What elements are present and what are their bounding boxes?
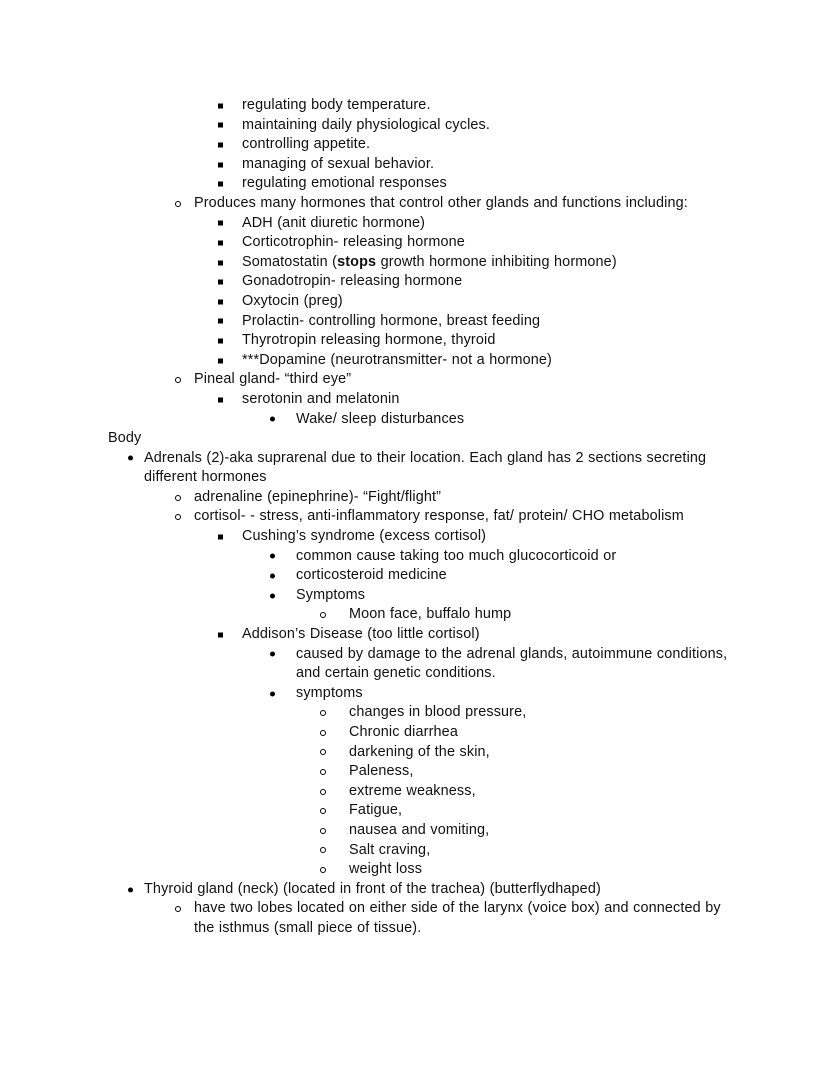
outline-item xyxy=(218,390,728,410)
outline-item xyxy=(218,214,728,234)
outline-item xyxy=(320,605,728,625)
outline-item-text: ***Dopamine (neurotransmitter- not a hormone) xyxy=(242,351,552,368)
outline-item-text: regulating emotional responses xyxy=(242,175,447,192)
outline-item-text: weight loss xyxy=(349,861,423,878)
outline-item-text: Thyrotropin releasing hormone, thyroid xyxy=(242,332,496,349)
outline-item xyxy=(218,253,728,273)
outline-item xyxy=(320,782,728,802)
outline-item-text: Chronic diarrhea xyxy=(349,724,458,740)
outline-item xyxy=(218,135,728,155)
outline-item-text: Corticotrophin- releasing hormone xyxy=(242,234,465,251)
outline-item-text: Addison’s Disease (too little cortisol) xyxy=(242,626,480,643)
outline-item xyxy=(128,880,728,900)
outline-item-text: have two lobes located on either side of the larynx (voice box) and connected by the isthmus (small piece of tissue). xyxy=(194,900,721,936)
outline-item-text: Pineal gland- “third eye” xyxy=(194,371,352,388)
outline-item xyxy=(218,527,728,547)
outline-item-text: Fatigue, xyxy=(349,802,403,819)
outline-item xyxy=(270,547,728,567)
outline-item xyxy=(270,410,728,430)
outline-item-text: Paleness, xyxy=(349,763,414,780)
outline-item-text: Salt craving, xyxy=(349,841,431,858)
outline-item-text: maintaining daily physiological cycles. xyxy=(242,116,491,133)
outline-item-text: Produces many hormones that control other glands and functions including: xyxy=(194,194,688,211)
outline-item-text: Somatostatin (stops growth hormone inhibiting hormone) xyxy=(242,253,617,270)
outline-item-text: Cushing’s syndrome (excess cortisol) xyxy=(242,528,487,545)
outline-item-text: Gonadotropin- releasing hormone xyxy=(242,273,463,290)
outline-item xyxy=(270,645,728,684)
outline-item xyxy=(218,351,728,371)
document-outline xyxy=(108,96,728,939)
outline-item xyxy=(270,586,728,606)
outline-item-text: Wake/ sleep disturbances xyxy=(296,410,465,427)
outline-item xyxy=(218,331,728,351)
outline-item xyxy=(175,194,728,214)
outline-item-text: Body xyxy=(108,430,142,447)
outline-item xyxy=(218,233,728,253)
outline-item xyxy=(175,507,728,527)
outline-item-text: caused by damage to the adrenal glands, autoimmune conditions, and certain genetic conditions. xyxy=(296,645,728,682)
outline-item xyxy=(175,899,728,938)
outline-item xyxy=(320,821,728,841)
outline-item-text: extreme weakness, xyxy=(349,782,476,799)
outline-item-text: common cause taking too much glucocorticoid or xyxy=(296,547,617,564)
outline-item xyxy=(218,625,728,645)
outline-item xyxy=(320,841,728,861)
outline-item-text: Thyroid gland (neck) (located in front of the trachea) (butterflydhaped) xyxy=(144,880,601,897)
outline-item-text: cortisol- - stress, anti-inflammatory response, fat/ protein/ CHO metabolism xyxy=(194,508,684,525)
outline-item-text: controlling appetite. xyxy=(242,136,371,153)
outline-item-text: managing of sexual behavior. xyxy=(242,155,435,172)
outline-item xyxy=(320,743,728,763)
outline-item-text: changes in blood pressure, xyxy=(349,704,527,721)
outline-item xyxy=(218,155,728,175)
outline-item-text: nausea and vomiting, xyxy=(349,821,490,838)
outline-item-text: Moon face, buffalo hump xyxy=(349,606,512,623)
outline-item xyxy=(218,116,728,136)
outline-item-text: symptoms xyxy=(296,684,363,701)
outline-item xyxy=(320,703,728,723)
outline-item xyxy=(270,684,728,704)
outline-item-text: Oxytocin (preg) xyxy=(242,292,343,309)
outline-item-text: ADH (anit diuretic hormone) xyxy=(242,214,426,231)
outline-item xyxy=(218,96,728,116)
outline-item-text: adrenaline (epinephrine)- “Fight/flight” xyxy=(194,488,442,505)
outline-item xyxy=(320,762,728,782)
outline-item xyxy=(218,312,728,332)
outline-heading xyxy=(108,429,728,449)
outline-item xyxy=(128,449,728,488)
outline-item xyxy=(218,292,728,312)
outline-item xyxy=(218,272,728,292)
outline-item xyxy=(175,488,728,508)
outline-item xyxy=(320,801,728,821)
outline-item-text: corticosteroid medicine xyxy=(296,567,447,584)
outline-item xyxy=(320,860,728,880)
outline-item xyxy=(175,370,728,390)
outline-item xyxy=(218,174,728,194)
outline-item-text: Prolactin- controlling hormone, breast feeding xyxy=(242,312,541,329)
outline-item-text: Symptoms xyxy=(296,586,366,603)
outline-item-text: Adrenals (2)-aka suprarenal due to their location. Each gland has 2 sections secreting different hormones xyxy=(144,449,707,486)
outline-item-text: serotonin and melatonin xyxy=(242,390,400,407)
outline-item-text: regulating body temperature. xyxy=(242,97,431,113)
outline-item-text: darkening of the skin, xyxy=(349,743,490,760)
outline-item xyxy=(320,723,728,743)
outline-item xyxy=(270,566,728,586)
